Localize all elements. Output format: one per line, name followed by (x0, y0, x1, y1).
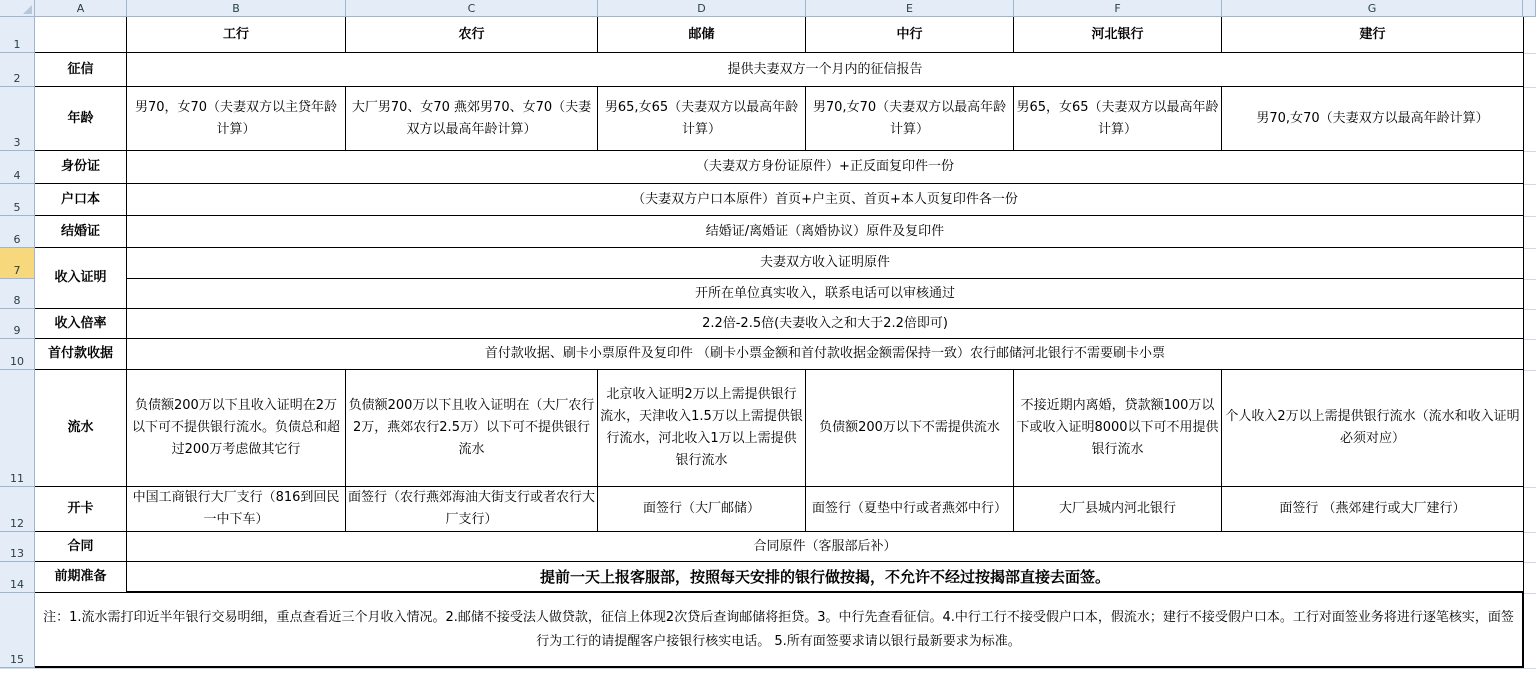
bank-header-psbc[interactable]: 邮储 (598, 17, 806, 53)
card-abc[interactable]: 面签行（农行燕郊海油大街支行或者农行大厂支行） (346, 487, 598, 532)
value-marriage[interactable]: 结婚证/离婚证（离婚协议）原件及复印件 (127, 216, 1524, 248)
value-id-card[interactable]: （夫妻双方身份证原件）+正反面复印件一份 (127, 151, 1524, 184)
label-id-card[interactable]: 身份证 (35, 151, 127, 184)
column-header-d[interactable]: D (598, 0, 806, 17)
label-income-proof[interactable]: 收入证明 (35, 248, 127, 309)
value-income-ratio[interactable]: 2.2倍-2.5倍(夫妻收入之和大于2.2倍即可) (127, 309, 1524, 339)
card-ccb[interactable]: 面签行 （燕郊建行或大厂建行） (1222, 487, 1524, 532)
bank-header-ccb[interactable]: 建行 (1222, 17, 1524, 53)
label-hukou[interactable]: 户口本 (35, 184, 127, 216)
label-credit[interactable]: 征信 (35, 53, 127, 87)
column-header-h[interactable] (1523, 0, 1536, 17)
flow-icbc[interactable]: 负债额200万以下且收入证明在2万以下可不提供银行流水。负债总和超过200万考虑做其它行 (127, 370, 346, 487)
flow-hebei[interactable]: 不接近期内离婚，贷款额100万以下或收入证明8000以下可不用提供银行流水 (1014, 370, 1222, 487)
bank-header-icbc[interactable]: 工行 (127, 17, 346, 53)
note-cell[interactable]: 注：1.流水需打印近半年银行交易明细，重点查看近三个月收入情况。2.邮储不接受法人做贷款，征信上体现2次贷后查询邮储将拒贷。3。中行先查看征信。4.中行工行不接受假户口本，假流水；建行不接受假户口本。工行对面签业务将进行逐笔核实，面签行为工行的请提醒客户接银行核实电话。 5.所有面签要求请以银行最新要求为标准。 (35, 593, 1524, 668)
age-ccb[interactable]: 男70,女70（夫妻双方以最高年龄计算） (1222, 87, 1524, 151)
age-boc[interactable]: 男70,女70（夫妻双方以最高年龄计算） (806, 87, 1014, 151)
column-header-g[interactable]: G (1222, 0, 1523, 17)
flow-abc[interactable]: 负债额200万以下且收入证明在（大厂农行2万，燕郊农行2.5万）以下可不提供银行流水 (346, 370, 598, 487)
value-credit[interactable]: 提供夫妻双方一个月内的征信报告 (127, 53, 1524, 87)
value-contract[interactable]: 合同原件（客服部后补） (127, 532, 1524, 562)
card-boc[interactable]: 面签行（夏垫中行或者燕郊中行） (806, 487, 1014, 532)
label-preparation[interactable]: 前期准备 (35, 562, 127, 593)
card-icbc[interactable]: 中国工商银行大厂支行（816到回民一中下车） (127, 487, 346, 532)
flow-psbc[interactable]: 北京收入证明2万以上需提供银行流水，天津收入1.5万以上需提供银行流水，河北收入1万以上需提供银行流水 (598, 370, 806, 487)
row-header-7[interactable]: 7 (0, 248, 35, 279)
card-hebei[interactable]: 大厂县城内河北银行 (1014, 487, 1222, 532)
value-hukou[interactable]: （夫妻双方户口本原件）首页+户主页、首页+本人页复印件各一份 (127, 184, 1524, 216)
flow-boc[interactable]: 负债额200万以下不需提供流水 (806, 370, 1014, 487)
label-age[interactable]: 年龄 (35, 87, 127, 151)
row-header-12[interactable]: 12 (0, 487, 35, 532)
age-abc[interactable]: 大厂男70、女70 燕郊男70、女70（夫妻双方以最高年龄计算） (346, 87, 598, 151)
column-header-e[interactable]: E (806, 0, 1014, 17)
row-header-3[interactable]: 3 (0, 87, 35, 151)
row-header-1[interactable]: 1 (0, 17, 35, 53)
row-header-13[interactable]: 13 (0, 532, 35, 562)
label-income-ratio[interactable]: 收入倍率 (35, 309, 127, 339)
label-down-payment[interactable]: 首付款收据 (35, 339, 127, 370)
label-bank-flow[interactable]: 流水 (35, 370, 127, 487)
label-open-card[interactable]: 开卡 (35, 487, 127, 532)
select-all-corner[interactable] (0, 0, 35, 17)
row-header-15[interactable]: 15 (0, 593, 35, 668)
value-income-proof-2[interactable]: 开所在单位真实收入，联系电话可以审核通过 (127, 279, 1524, 309)
row-header-6[interactable]: 6 (0, 216, 35, 248)
row-header-10[interactable]: 10 (0, 339, 35, 370)
row-header-8[interactable]: 8 (0, 279, 35, 309)
bank-header-hebei[interactable]: 河北银行 (1014, 17, 1222, 53)
column-header-f[interactable]: F (1014, 0, 1222, 17)
column-header-a[interactable]: A (35, 0, 127, 17)
row-header-2[interactable]: 2 (0, 53, 35, 87)
age-icbc[interactable]: 男70，女70（夫妻双方以主贷年龄计算） (127, 87, 346, 151)
cell-a1[interactable] (35, 17, 127, 53)
bank-header-boc[interactable]: 中行 (806, 17, 1014, 53)
row-header-4[interactable]: 4 (0, 151, 35, 184)
row-header-9[interactable]: 9 (0, 309, 35, 339)
label-contract[interactable]: 合同 (35, 532, 127, 562)
column-header-c[interactable]: C (346, 0, 598, 17)
card-psbc[interactable]: 面签行（大厂邮储） (598, 487, 806, 532)
value-down-payment[interactable]: 首付款收据、刷卡小票原件及复印件 （刷卡小票金额和首付款收据金额需保持一致）农行邮储河北银行不需要刷卡小票 (127, 339, 1524, 370)
age-hebei[interactable]: 男65，女65（夫妻双方以最高年龄计算） (1014, 87, 1222, 151)
value-preparation[interactable]: 提前一天上报客服部，按照每天安排的银行做按揭，不允许不经过按揭部直接去面签。 (127, 562, 1524, 593)
row-header-11[interactable]: 11 (0, 370, 35, 487)
bank-header-abc[interactable]: 农行 (346, 17, 598, 53)
column-header-b[interactable]: B (127, 0, 346, 17)
row-header-14[interactable]: 14 (0, 562, 35, 593)
flow-ccb[interactable]: 个人收入2万以上需提供银行流水（流水和收入证明必须对应） (1222, 370, 1524, 487)
row-header-5[interactable]: 5 (0, 184, 35, 216)
label-marriage[interactable]: 结婚证 (35, 216, 127, 248)
value-income-proof-1[interactable]: 夫妻双方收入证明原件 (127, 248, 1524, 279)
age-psbc[interactable]: 男65,女65（夫妻双方以最高年龄计算） (598, 87, 806, 151)
